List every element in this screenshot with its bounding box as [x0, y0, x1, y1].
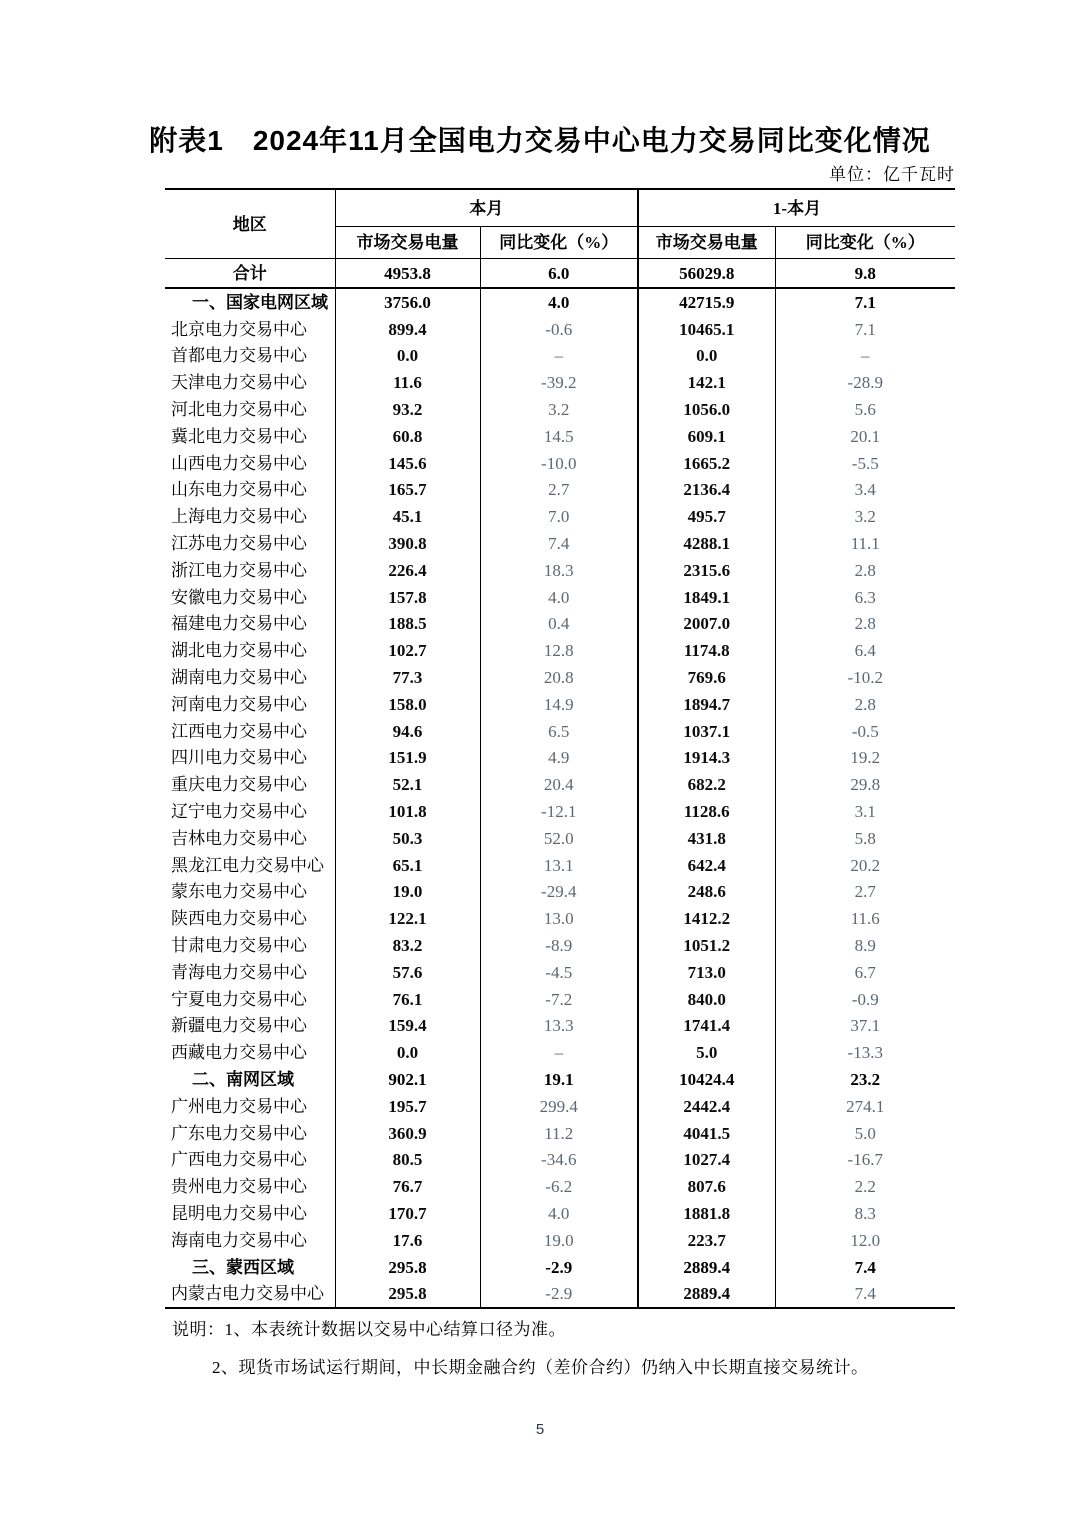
- table-title: 附表1 2024年11月全国电力交易中心电力交易同比变化情况: [149, 125, 931, 156]
- value-cell: 2442.4: [638, 1093, 775, 1120]
- region-cell: 福建电力交易中心: [171, 614, 307, 634]
- value-cell: 45.1: [335, 503, 480, 530]
- value-cell: 2315.6: [638, 557, 775, 584]
- value-cell: –: [480, 343, 638, 370]
- value-cell: -13.3: [775, 1039, 955, 1066]
- value-cell: 4.9: [480, 745, 638, 772]
- value-cell: 1914.3: [638, 745, 775, 772]
- note-line-1: 说明：1、本表统计数据以交易中心结算口径为准。: [172, 1320, 566, 1339]
- value-cell: 6.3: [775, 584, 955, 611]
- current-month-header: 本月: [335, 189, 638, 227]
- value-cell: 8.3: [775, 1200, 955, 1227]
- value-cell: 145.6: [335, 450, 480, 477]
- value-cell: 10465.1: [638, 316, 775, 343]
- region-cell: 海南电力交易中心: [171, 1230, 307, 1250]
- value-cell: 7.4: [775, 1254, 955, 1281]
- value-cell: 19.0: [480, 1227, 638, 1254]
- region-cell: 天津电力交易中心: [171, 373, 307, 393]
- table-header: [165, 189, 955, 259]
- value-cell: 7.1: [775, 316, 955, 343]
- region-cell: 上海电力交易中心: [171, 507, 307, 527]
- region-cell: 内蒙古电力交易中心: [171, 1284, 324, 1304]
- value-cell: 9.8: [775, 259, 955, 289]
- table-row: [165, 503, 955, 530]
- value-cell: 60.8: [335, 423, 480, 450]
- value-cell: 102.7: [335, 637, 480, 664]
- value-cell: -8.9: [480, 932, 638, 959]
- value-cell: 682.2: [638, 771, 775, 798]
- value-cell: 2007.0: [638, 611, 775, 638]
- value-cell: 52.1: [335, 771, 480, 798]
- value-cell: -7.2: [480, 986, 638, 1013]
- table-row: [165, 1039, 955, 1066]
- value-cell: 0.0: [335, 1039, 480, 1066]
- value-cell: 80.5: [335, 1147, 480, 1174]
- value-cell: 4288.1: [638, 530, 775, 557]
- table-row: [165, 1120, 955, 1147]
- region-cell: 山东电力交易中心: [171, 480, 307, 500]
- value-cell: 2.8: [775, 557, 955, 584]
- value-cell: 19.0: [335, 879, 480, 906]
- value-cell: 195.7: [335, 1093, 480, 1120]
- value-cell: 8.9: [775, 932, 955, 959]
- value-cell: 223.7: [638, 1227, 775, 1254]
- note-line-2: 2、现货市场试运行期间，中长期金融合约（差价合约）仍纳入中长期直接交易统计。: [212, 1358, 869, 1377]
- region-cell: 蒙东电力交易中心: [171, 882, 307, 902]
- table-row: [165, 637, 955, 664]
- value-cell: 10424.4: [638, 1066, 775, 1093]
- value-cell: 122.1: [335, 905, 480, 932]
- value-cell: 14.5: [480, 423, 638, 450]
- value-cell: 2889.4: [638, 1254, 775, 1281]
- value-cell: 13.1: [480, 852, 638, 879]
- value-cell: 11.1: [775, 530, 955, 557]
- region-cell: 冀北电力交易中心: [171, 426, 307, 446]
- table-row: [165, 584, 955, 611]
- value-cell: 4.0: [480, 1200, 638, 1227]
- value-cell: 142.1: [638, 369, 775, 396]
- value-cell: 840.0: [638, 986, 775, 1013]
- value-cell: -16.7: [775, 1147, 955, 1174]
- value-cell: 360.9: [335, 1120, 480, 1147]
- region-cell: 江西电力交易中心: [171, 721, 307, 741]
- value-cell: 19.2: [775, 745, 955, 772]
- region-cell: 安徽电力交易中心: [171, 587, 307, 607]
- value-cell: 76.1: [335, 986, 480, 1013]
- value-cell: 431.8: [638, 825, 775, 852]
- value-cell: 3.1: [775, 798, 955, 825]
- unit-label: 单位：亿千瓦时: [829, 165, 955, 184]
- region-cell: 吉林电力交易中心: [171, 828, 307, 848]
- value-cell: 57.6: [335, 959, 480, 986]
- value-cell: -0.5: [775, 718, 955, 745]
- value-cell: 0.0: [638, 343, 775, 370]
- region-cell: 二、南网区域: [192, 1070, 294, 1089]
- region-cell: 西藏电力交易中心: [171, 1043, 307, 1063]
- region-cell: 重庆电力交易中心: [171, 775, 307, 795]
- value-cell: 6.4: [775, 637, 955, 664]
- table-row: [165, 1066, 955, 1093]
- value-cell: 495.7: [638, 503, 775, 530]
- value-cell: 295.8: [335, 1254, 480, 1281]
- table-row: [165, 1147, 955, 1174]
- table-row: [165, 932, 955, 959]
- value-cell: 1056.0: [638, 396, 775, 423]
- region-cell: 昆明电力交易中心: [171, 1203, 307, 1223]
- value-cell: 12.8: [480, 637, 638, 664]
- region-cell: 宁夏电力交易中心: [171, 989, 307, 1009]
- region-cell: 辽宁电力交易中心: [171, 802, 307, 822]
- table-row: [165, 259, 955, 289]
- table-row: [165, 905, 955, 932]
- table-row: [165, 798, 955, 825]
- value-cell: 11.6: [335, 369, 480, 396]
- value-cell: -6.2: [480, 1173, 638, 1200]
- value-cell: 6.5: [480, 718, 638, 745]
- value-cell: 299.4: [480, 1093, 638, 1120]
- value-cell: 2136.4: [638, 477, 775, 504]
- value-cell: -12.1: [480, 798, 638, 825]
- table-row: [165, 745, 955, 772]
- value-cell: -0.9: [775, 986, 955, 1013]
- value-cell: 151.9: [335, 745, 480, 772]
- value-cell: 1128.6: [638, 798, 775, 825]
- region-cell: 一、国家电网区域: [192, 292, 328, 312]
- value-cell: 807.6: [638, 1173, 775, 1200]
- yoy-header-current: 同比变化（%）: [480, 227, 638, 259]
- value-cell: 2.7: [775, 879, 955, 906]
- region-cell: 浙江电力交易中心: [171, 560, 307, 580]
- table-row: [165, 557, 955, 584]
- value-cell: 226.4: [335, 557, 480, 584]
- value-cell: 769.6: [638, 664, 775, 691]
- value-cell: 37.1: [775, 1013, 955, 1040]
- value-cell: 899.4: [335, 316, 480, 343]
- value-cell: 2889.4: [638, 1280, 775, 1308]
- table-row: [165, 1013, 955, 1040]
- value-cell: 65.1: [335, 852, 480, 879]
- region-cell: 新疆电力交易中心: [171, 1016, 307, 1036]
- region-cell: 广西电力交易中心: [171, 1150, 307, 1170]
- value-cell: 6.0: [480, 259, 638, 289]
- region-cell: 青海电力交易中心: [171, 962, 307, 982]
- table-row: [165, 316, 955, 343]
- value-cell: 13.3: [480, 1013, 638, 1040]
- value-cell: 94.6: [335, 718, 480, 745]
- region-cell: 黑龙江电力交易中心: [171, 855, 324, 875]
- value-cell: 77.3: [335, 664, 480, 691]
- value-cell: 0.4: [480, 611, 638, 638]
- value-cell: 0.0: [335, 343, 480, 370]
- value-cell: 6.7: [775, 959, 955, 986]
- value-cell: 609.1: [638, 423, 775, 450]
- value-cell: 5.8: [775, 825, 955, 852]
- region-cell: 合计: [165, 259, 335, 289]
- value-cell: 93.2: [335, 396, 480, 423]
- value-cell: 1741.4: [638, 1013, 775, 1040]
- value-cell: 158.0: [335, 691, 480, 718]
- value-cell: 11.2: [480, 1120, 638, 1147]
- value-cell: 101.8: [335, 798, 480, 825]
- value-cell: 642.4: [638, 852, 775, 879]
- value-cell: 248.6: [638, 879, 775, 906]
- region-header: 地区: [165, 189, 335, 259]
- value-cell: 2.8: [775, 691, 955, 718]
- data-table: [165, 188, 955, 1309]
- value-cell: -29.4: [480, 879, 638, 906]
- value-cell: 713.0: [638, 959, 775, 986]
- table-row: [165, 852, 955, 879]
- value-cell: 7.4: [775, 1280, 955, 1308]
- value-cell: 3756.0: [335, 288, 480, 316]
- value-cell: -0.6: [480, 316, 638, 343]
- region-cell: 贵州电力交易中心: [171, 1177, 307, 1197]
- volume-header-cumulative: 市场交易电量: [638, 227, 775, 259]
- region-cell: 河南电力交易中心: [171, 694, 307, 714]
- value-cell: –: [480, 1039, 638, 1066]
- region-cell: 广州电力交易中心: [171, 1096, 307, 1116]
- value-cell: 4041.5: [638, 1120, 775, 1147]
- value-cell: 5.0: [775, 1120, 955, 1147]
- region-cell: 陕西电力交易中心: [171, 909, 307, 929]
- region-cell: 三、蒙西区域: [192, 1257, 294, 1277]
- value-cell: 7.0: [480, 503, 638, 530]
- value-cell: 1881.8: [638, 1200, 775, 1227]
- value-cell: 4.0: [480, 584, 638, 611]
- value-cell: 3.4: [775, 477, 955, 504]
- value-cell: 295.8: [335, 1280, 480, 1308]
- value-cell: 1037.1: [638, 718, 775, 745]
- value-cell: 188.5: [335, 611, 480, 638]
- region-cell: 甘肃电力交易中心: [171, 936, 307, 956]
- region-cell: 湖北电力交易中心: [171, 641, 307, 661]
- table-row: [165, 288, 955, 316]
- table-row: [165, 691, 955, 718]
- value-cell: 1665.2: [638, 450, 775, 477]
- table-row: [165, 1173, 955, 1200]
- table-row: [165, 771, 955, 798]
- cumulative-header: 1-本月: [638, 189, 955, 227]
- notes: [172, 1311, 972, 1387]
- yoy-header-cumulative: 同比变化（%）: [775, 227, 955, 259]
- region-cell: 湖南电力交易中心: [171, 668, 307, 688]
- region-cell: 北京电力交易中心: [171, 319, 307, 339]
- value-cell: 50.3: [335, 825, 480, 852]
- value-cell: 3.2: [480, 396, 638, 423]
- value-cell: -2.9: [480, 1280, 638, 1308]
- value-cell: 2.2: [775, 1173, 955, 1200]
- value-cell: 11.6: [775, 905, 955, 932]
- value-cell: 274.1: [775, 1093, 955, 1120]
- value-cell: 159.4: [335, 1013, 480, 1040]
- value-cell: 4.0: [480, 288, 638, 316]
- table-row: [165, 343, 955, 370]
- value-cell: 1412.2: [638, 905, 775, 932]
- table-row: [165, 477, 955, 504]
- value-cell: 157.8: [335, 584, 480, 611]
- value-cell: 390.8: [335, 530, 480, 557]
- value-cell: -39.2: [480, 369, 638, 396]
- value-cell: 83.2: [335, 932, 480, 959]
- value-cell: 7.1: [775, 288, 955, 316]
- table-row: [165, 986, 955, 1013]
- value-cell: 18.3: [480, 557, 638, 584]
- value-cell: 7.4: [480, 530, 638, 557]
- value-cell: 1894.7: [638, 691, 775, 718]
- table-row: [165, 530, 955, 557]
- value-cell: 20.4: [480, 771, 638, 798]
- value-cell: -34.6: [480, 1147, 638, 1174]
- value-cell: 76.7: [335, 1173, 480, 1200]
- value-cell: –: [775, 343, 955, 370]
- value-cell: 23.2: [775, 1066, 955, 1093]
- region-cell: 四川电力交易中心: [171, 748, 307, 768]
- value-cell: 165.7: [335, 477, 480, 504]
- value-cell: 3.2: [775, 503, 955, 530]
- region-cell: 首都电力交易中心: [171, 346, 307, 366]
- value-cell: -2.9: [480, 1254, 638, 1281]
- table-row: [165, 396, 955, 423]
- table-row: [165, 369, 955, 396]
- table-row: [165, 611, 955, 638]
- value-cell: 4953.8: [335, 259, 480, 289]
- value-cell: 5.0: [638, 1039, 775, 1066]
- table-row: [165, 423, 955, 450]
- value-cell: 17.6: [335, 1227, 480, 1254]
- value-cell: 1849.1: [638, 584, 775, 611]
- table-body: [165, 259, 955, 1309]
- value-cell: 19.1: [480, 1066, 638, 1093]
- table-row: [165, 664, 955, 691]
- region-cell: 山西电力交易中心: [171, 453, 307, 473]
- value-cell: 2.7: [480, 477, 638, 504]
- value-cell: 13.0: [480, 905, 638, 932]
- table-row: [165, 1254, 955, 1281]
- value-cell: 20.8: [480, 664, 638, 691]
- table-row: [165, 450, 955, 477]
- table-row: [165, 1200, 955, 1227]
- region-cell: 江苏电力交易中心: [171, 534, 307, 554]
- region-cell: 河北电力交易中心: [171, 400, 307, 420]
- table-row: [165, 825, 955, 852]
- value-cell: 52.0: [480, 825, 638, 852]
- header-row-groups: [165, 189, 955, 227]
- value-cell: -4.5: [480, 959, 638, 986]
- value-cell: -10.0: [480, 450, 638, 477]
- value-cell: 29.8: [775, 771, 955, 798]
- value-cell: 20.1: [775, 423, 955, 450]
- value-cell: 1051.2: [638, 932, 775, 959]
- table-row: [165, 1227, 955, 1254]
- table-row: [165, 959, 955, 986]
- table-row: [165, 1280, 955, 1308]
- value-cell: -28.9: [775, 369, 955, 396]
- value-cell: 170.7: [335, 1200, 480, 1227]
- value-cell: 56029.8: [638, 259, 775, 289]
- value-cell: 2.8: [775, 611, 955, 638]
- table-row: [165, 718, 955, 745]
- volume-header-current: 市场交易电量: [335, 227, 480, 259]
- value-cell: 14.9: [480, 691, 638, 718]
- value-cell: 12.0: [775, 1227, 955, 1254]
- region-cell: 广东电力交易中心: [171, 1123, 307, 1143]
- value-cell: 1027.4: [638, 1147, 775, 1174]
- table-row: [165, 879, 955, 906]
- value-cell: 902.1: [335, 1066, 480, 1093]
- value-cell: 5.6: [775, 396, 955, 423]
- table-row: [165, 1093, 955, 1120]
- page-number: 5: [535, 1421, 545, 1438]
- value-cell: 1174.8: [638, 637, 775, 664]
- value-cell: 20.2: [775, 852, 955, 879]
- value-cell: 42715.9: [638, 288, 775, 316]
- value-cell: -5.5: [775, 450, 955, 477]
- value-cell: -10.2: [775, 664, 955, 691]
